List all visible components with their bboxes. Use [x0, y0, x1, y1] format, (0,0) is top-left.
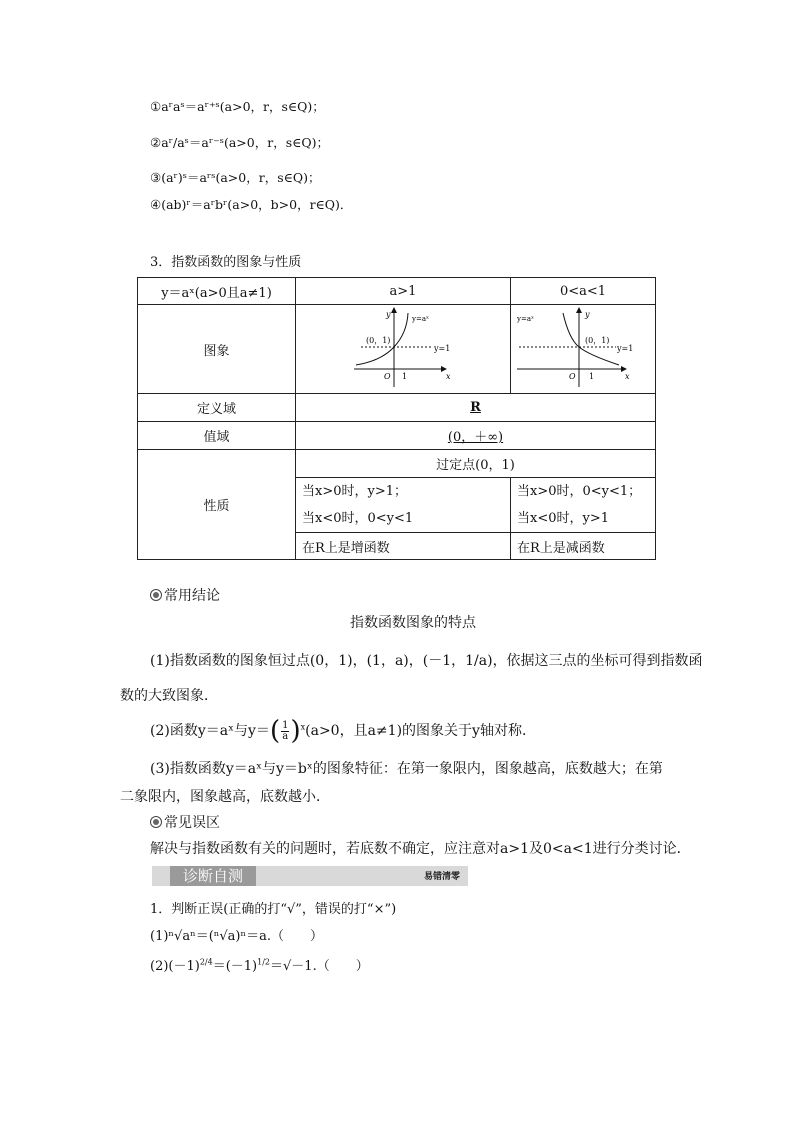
self-test-label: 诊断自测 — [170, 866, 256, 886]
exponential-properties-table — [137, 277, 656, 560]
prop-right-2: 当x<0时，y>1 — [517, 511, 610, 526]
prop-left-monotonic: 在R上是增函数 — [296, 533, 511, 560]
conclusion-p2: (2)函数y＝aˣ与y＝( $\frac{1}{a}$ )$^x$(a>0，且a≠1)的图象关于y轴对称． — [150, 716, 536, 746]
properties-increasing — [296, 478, 511, 533]
properties-decreasing — [511, 478, 656, 533]
domain-value: R — [296, 394, 656, 422]
graph-decreasing-svg — [511, 305, 655, 389]
graph-left-tick: 1 — [402, 372, 408, 381]
graph-left-curve-label: y=aˣ — [412, 315, 429, 323]
conclusion-p3-line2: 二象限内，图象越高，底数越小． — [120, 789, 330, 805]
graph-left-point-label: (0，1) — [366, 336, 391, 345]
row-label-properties: 性质 — [138, 450, 296, 560]
prop-right-monotonic: 在R上是减函数 — [511, 533, 656, 560]
range-value: (0，＋∞) — [296, 422, 656, 450]
fixed-point: 过定点(0，1) — [296, 450, 656, 478]
conclusion-title: 指数函数图象的特点 — [350, 615, 476, 631]
table-header-a-lt-1: 0<a<1 — [511, 278, 656, 305]
graph-increasing — [296, 305, 511, 394]
table-header-function: y＝aˣ(a>0且a≠1) — [138, 278, 296, 305]
graph-right-point-label: (0，1) — [585, 336, 610, 345]
table-header-a-gt-1: a>1 — [296, 278, 511, 305]
graph-left-y-label: y — [386, 310, 391, 319]
mistakes-heading: 常见误区 — [150, 812, 220, 832]
question-1: 1．判断正误(正确的打“√”，错误的打“×”) — [150, 902, 397, 917]
rule-1: ①aʳaˢ＝aʳ⁺ˢ(a>0，r，s∈Q)； — [150, 99, 325, 114]
rule-3: ③(aʳ)ˢ＝aʳˢ(a>0，r，s∈Q)； — [150, 170, 321, 185]
prop-left-1: 当x>0时，y>1； — [302, 484, 408, 499]
bulb-icon — [150, 589, 162, 601]
graph-right-curve-label: y=aˣ — [517, 315, 534, 323]
prop-right-1: 当x>0时，0<y<1； — [517, 484, 642, 499]
question-1-2: $(2)(-1)^{2/4}=(-1)^{1/2}=√-1$.（ ） — [150, 957, 369, 974]
row-label-domain: 定义域 — [138, 394, 296, 422]
graph-increasing-svg — [296, 305, 510, 389]
conclusion-p3-line1: (3)指数函数y＝aˣ与y＝bˣ的图象特征：在第一象限内，图象越高，底数越大；在第 — [150, 761, 663, 777]
self-test-banner — [152, 866, 468, 886]
bulb-icon — [150, 816, 162, 828]
graph-right-y-label: y — [585, 310, 590, 319]
rule-2: ②aʳ/aˢ＝aʳ⁻ˢ(a>0，r，s∈Q)； — [150, 135, 329, 150]
graph-right-line-label: y=1 — [617, 344, 634, 353]
rule-4: ④(ab)ʳ＝aʳbʳ(a>0，b>0，r∈Q)． — [150, 197, 353, 212]
conclusion-p1-line2: 数的大致图象． — [120, 688, 218, 704]
graph-left-x-label: x — [446, 372, 451, 381]
conclusion-heading: 常用结论 — [150, 585, 220, 605]
graph-decreasing — [511, 305, 656, 394]
self-test-tag: 易错清零 — [423, 872, 460, 882]
row-label-graph: 图象 — [138, 305, 296, 394]
graph-right-origin: O — [569, 372, 576, 381]
prop-left-2: 当x<0时，0<y<1 — [302, 511, 414, 526]
graph-right-tick: 1 — [589, 372, 595, 381]
mistakes-text: 解决与指数函数有关的问题时，若底数不确定，应注意对a>1及0<a<1进行分类讨论． — [150, 841, 691, 857]
graph-left-line-label: y=1 — [434, 344, 451, 353]
row-label-range: 值域 — [138, 422, 296, 450]
graph-right-x-label: x — [625, 372, 630, 381]
section-3-title: 3．指数函数的图象与性质 — [150, 255, 302, 270]
conclusion-p1-line1: (1)指数函数的图象恒过点(0，1)，(1，a)，(－1，1/a)，依据这三点的坐标可得到指数函 — [150, 653, 703, 669]
graph-left-origin: O — [384, 372, 391, 381]
question-1-1: (1)ⁿ√aⁿ＝(ⁿ√a)ⁿ＝a.（ ） — [150, 929, 324, 944]
